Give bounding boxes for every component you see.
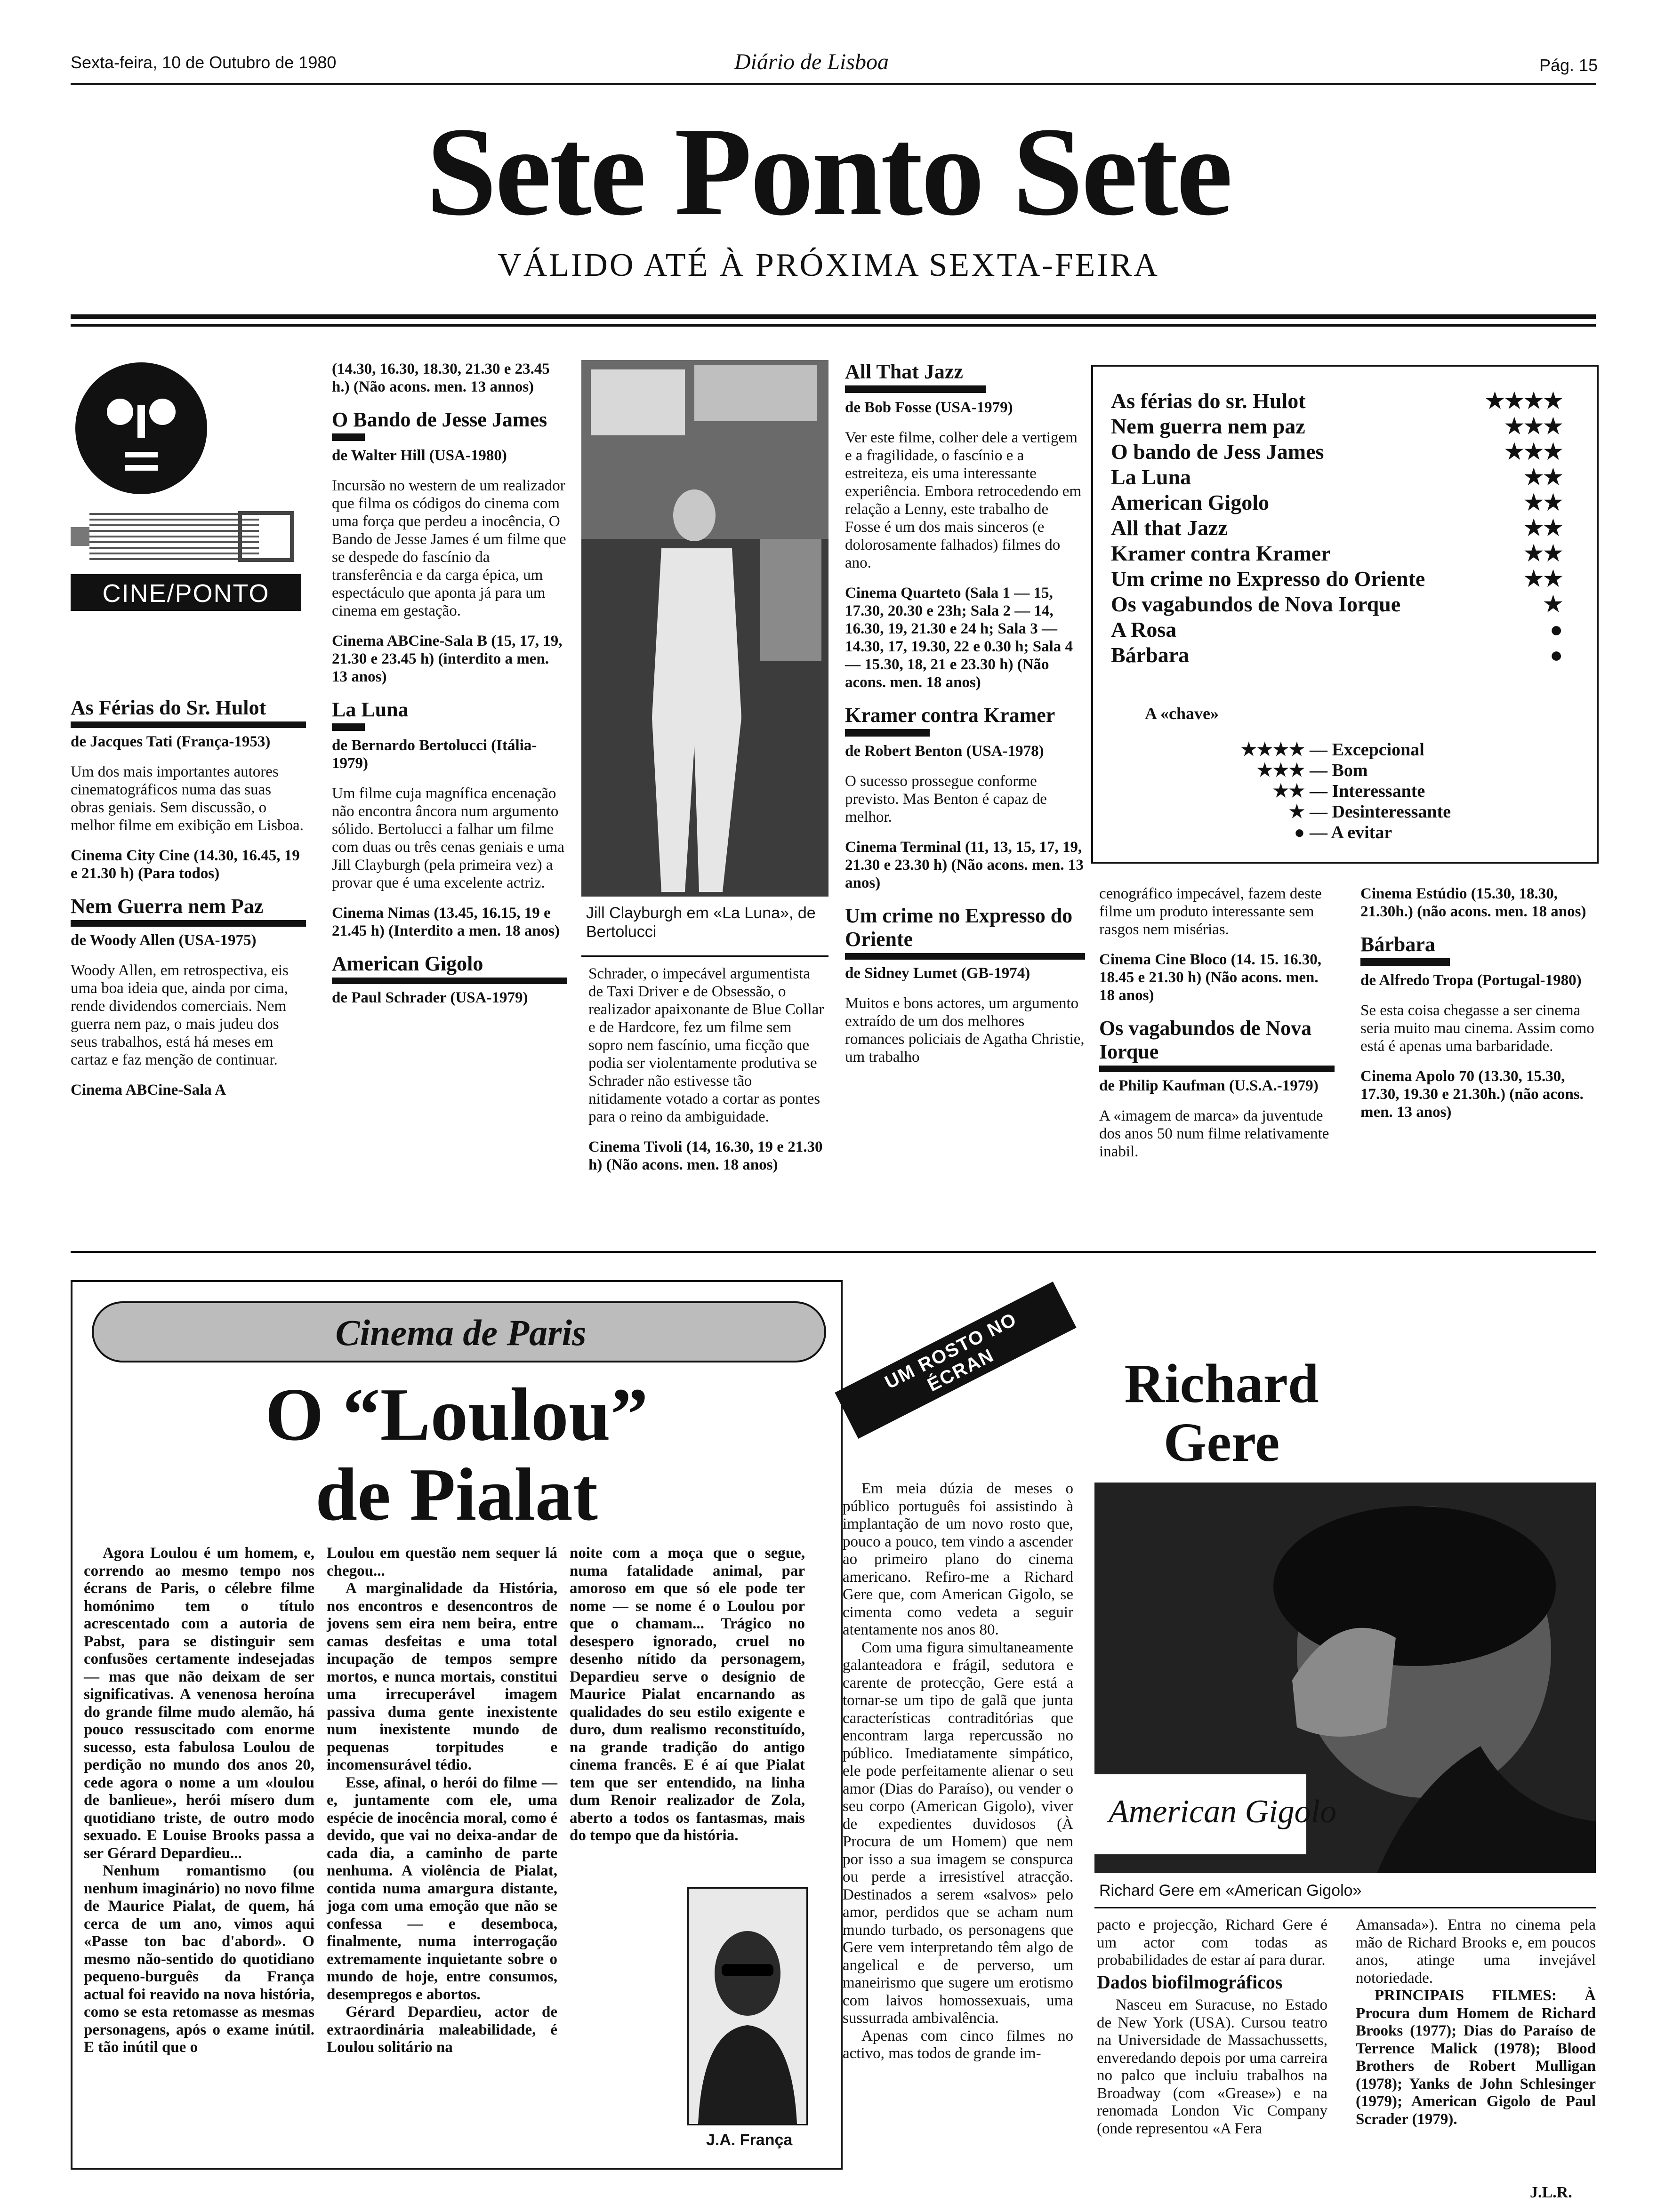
key-label: — Excepcional [1310,740,1424,760]
double-rule-bottom [71,324,1596,327]
rating-row [1111,566,1563,592]
gere-column-a [843,1480,1073,2063]
paris-text: Nenhum romantismo (ou nenhum imaginário) no novo filme de Maurice Pialat, de quem, há cerca de um ano, vimos aqui «Passe ton bac d'abord». O mesmo não-sentido do quotidiano pequeno-burguês da França actual foi reavido na nova história, como se esta retomasse as mesmas personagens, após o exame inútil. E tão inútil que o [84,1862,314,2056]
review-title-guerra: Nem Guerra nem Paz [71,895,264,918]
section-divider [71,1251,1596,1253]
title-underline [332,978,567,984]
title-underline [1099,1066,1335,1072]
review-credits-jesse: de Walter Hill (USA-1980) [332,447,507,464]
rating-mark: ★★ [1524,516,1563,540]
ratings-box [1091,365,1599,864]
key-label: — A evitar [1310,823,1392,842]
gere-title-2: Gere [1163,1411,1280,1473]
review-title-crime: Um crime no Expresso do Oriente [845,904,1073,951]
key-mark: ● [1294,823,1305,842]
review-cinema-jesse: Cinema ABCine-Sala B (15, 17, 19, 21.30 e 23.45 h) (interdito a men. 13 anos) [332,633,563,685]
rating-mark: ★★ [1524,465,1563,489]
double-rule-top [71,314,1596,319]
paris-column-a [84,1545,314,2057]
rating-row [1111,490,1563,515]
gere-text: Amansada»). Entra no cinema pela mão de Richard Brooks e, em poucos anos, atinge uma invejável notoriedade. [1356,1916,1596,1987]
paris-text: noite com a moça que o segue, numa fatalidade animal, par amoroso em que só ele pode ter nome — se nome é o Loulou por que o chamam... Trágico no desespero ignorado, cruel no desenho nítido da personagem, Depardieu serve o desígnio de Maurice Pialat encarnando as qualidades do seu estilo exigente e duro, dum realismo reconstituído, na grande tradição do antigo cinema francês. E é aí que Pialat tem que ser entendido, na linha dum Renoir realizador de Zola, aberto a todos os fantasmas, mais do tempo que da história. [570,1545,805,1844]
paris-text: Agora Loulou é um homem, e, correndo ao mesmo tempo nos écrans de Paris, o célebre filme homónimo tem o título acrescentado com a autoria de Pabst, para se distinguir sem confusões certamente indesejadas — mas que não deixam de ser significativas. A venenosa heroína do grande filme mudo alemão, há pouco ressuscitado com enorme sucesso, esta fabulosa Loulou de perdição no mundo dos anos 20, cede agora o nome a um «loulou de banlieue», herói mísero dum quotidiano triste, de outro modo sexuado. E Louise Brooks passa a ser Gérard Depardieu... [84,1545,314,1862]
photo-overlay-text: American Gigolo [1109,1794,1337,1830]
review-credits-vagabundos: de Philip Kaufman (U.S.A.-1979) [1099,1077,1319,1094]
paris-headline-1: O “Loulou” [265,1372,648,1456]
review-credits-gigolo: de Paul Schrader (USA-1979) [332,989,528,1006]
rating-mark: ★★ [1524,541,1563,565]
ratings-key-label: A «chave» [1145,704,1219,723]
rating-mark: ★★★ [1504,414,1563,438]
title-bar [1360,958,1450,966]
key-row [1215,781,1545,801]
cine-ponto-label: CINE/PONTO [102,579,270,608]
gere-banner-text: UM ROSTO NO ÉCRAN [881,1308,1021,1396]
review-credits-crime: de Sidney Lumet (GB-1974) [845,965,1030,982]
column-2 [332,360,567,1019]
title-underline [71,721,306,728]
author-portrait [687,1887,808,2125]
paris-banner-text: Cinema de Paris [335,1312,587,1353]
review-title-luna: La Luna [332,698,409,721]
review-cinema-vagabundos: Cinema Estúdio (15.30, 18.30, 21.30h.) (não acons. men. 18 anos) [1360,885,1586,920]
review-text-luna: Um filme cuja magnífica encenação não encontra âncora num argumento sólido. Bertolucci a falhar um filme com duas ou três cenas geniais e uma Jill Clayburgh (pela primeira vez) a provar que é uma excelente actriz. [332,785,564,891]
title-bar [332,433,365,441]
ratings-key [1215,739,1545,843]
gere-subhead: Dados biofilmográficos [1097,1971,1283,1993]
rating-title: As férias do sr. Hulot [1111,389,1306,413]
gere-text: Nasceu em Suracuse, no Estado de New York (USA). Cursou teatro na Universidade de Massachussetts, enveredando depois por uma carreira no palco que incluiu trabalhos na Broadway (com «Grease») e na renomada London Vic Company (onde representou «A Fera [1097,1996,1327,2137]
portrait-figure [689,1889,806,2124]
review-credits-luna: de Bernardo Bertolucci (Itália-1979) [332,737,537,772]
rating-row [1111,465,1563,490]
masthead-subtitle: VÁLIDO ATÉ À PRÓXIMA SEXTA-FEIRA [498,247,1159,283]
review-credits-kramer: de Robert Benton (USA-1978) [845,743,1044,760]
gere-column-b [1097,1916,1327,2138]
caption-rule [1094,1907,1596,1908]
review-text-jazz: Ver este filme, colher dele a vertigem e a fragilidade, o fascínio e a estreiteza, eis uma interessante experiência. Embora retrocedendo em relação a Lenny, este trabalho de Fosse é um dos mais sinceros (e dolorosamente falhados) filmes do ano. [845,429,1082,571]
gere-signature: J.L.R. [1530,2184,1572,2201]
masthead-title: Sete Ponto Sete [426,101,1231,242]
key-label: — Desinteressante [1310,802,1451,822]
paris-text: Gérard Depardieu, actor de extraordinária maleabilidade, é Loulou solitário na [327,2004,557,2056]
paris-text: Loulou em questão nem sequer lá chegou... [327,1545,557,1579]
gere-banner [835,1282,1076,1439]
column-5 [1099,885,1335,1173]
rating-row [1111,617,1563,642]
review-credits-hulot: de Jacques Tati (França-1953) [71,733,271,750]
page-number: Pág. 15 [1539,56,1598,75]
key-label: — Bom [1310,761,1368,780]
key-mark: ★★★ [1256,761,1305,780]
gere-title-1: Richard [1124,1353,1319,1414]
title-underline [845,953,1085,960]
review-cinema-hulot: Cinema City Cine (14.30, 16.45, 19 e 21.30 h) (Para todos) [71,847,300,882]
review-text-jesse: Incursão no western de um realizador que filma os códigos do cinema com uma força que perdeu a inocência, O Bando de Jesse James é um filme que se despede do fascínio da transferência e da carga épica, um espectáculo que aponta já para um cinema em gestação. [332,477,566,619]
review-credits-jazz: de Bob Fosse (USA-1979) [845,399,1013,416]
caption-rule [581,955,828,957]
rating-title: Os vagabundos de Nova Iorque [1111,592,1401,616]
rating-row [1111,439,1563,465]
cine-ponto-logo [71,358,306,621]
paris-banner [92,1301,826,1362]
title-bar [845,729,930,737]
rating-title: A Rosa [1111,617,1177,641]
rating-row [1111,642,1563,668]
gere-text: Apenas com cinco filmes no activo, mas todos de grande im- [843,2027,1073,2062]
gere-text: pacto e projecção, Richard Gere é um actor com todas as probabilidades de estar aí para durar. [1097,1916,1327,1969]
column-3 [588,965,826,1186]
newspaper-name: Diário de Lisboa [734,49,889,74]
review-cinema-jazz: Cinema Quarteto (Sala 1 — 15, 17.30, 20.30 e 23h; Sala 2 — 14, 16.30, 19, 21.30 e 24 h; Sala 3 — 14.30, 17, 19.30, 22 e 0.30 h; Sala 4 — 15.30, 18, 21 e 23.30 h) (Não acons. men. 18 anos) [845,585,1073,691]
review-cinema-gigolo: Cinema Tivoli (14, 16.30, 19 e 21.30 h) (Não acons. men. 18 anos) [588,1138,823,1173]
rating-row [1111,541,1563,566]
review-title-gigolo: American Gigolo [332,952,483,975]
review-cinema-barbara: Cinema Apolo 70 (13.30, 15.30, 17.30, 19.30 e 21.30h.) (não acons. men. 13 anos) [1360,1068,1584,1121]
key-row [1215,760,1545,781]
key-mark: ★ [1288,802,1305,822]
rating-title: O bando de Jess James [1111,440,1324,464]
paris-headline-2: de Pialat [315,1452,598,1536]
rating-title: American Gigolo [1111,490,1269,514]
rating-title: All that Jazz [1111,516,1228,540]
rating-title: Bárbara [1111,643,1190,667]
review-title-jesse: O Bando de Jesse James [332,408,547,431]
review-credits-guerra: de Woody Allen (USA-1975) [71,932,257,949]
review-cinema-kramer: Cinema Terminal (11, 13, 15, 17, 19, 21.30 e 23.30 h) (Não acons. men. 13 anos) [845,839,1084,891]
rating-mark: ★★★★ [1485,389,1563,413]
review-text-barbara: Se esta coisa chegasse a ser cinema seria muito mau cinema. Assim como está é apenas uma barbaridade. [1360,1002,1594,1055]
gere-photo [1094,1483,1596,1873]
review-text-hulot: Um dos mais importantes autores cinematográficos numa das suas obras geniais. Sem discussão, o melhor filme em exibição em Lisboa. [71,763,304,834]
paris-text: Esse, afinal, o herói do filme — e, juntamente com ele, uma espécie de inocência moral, como é devido, que vai no deixa-andar de cada dia, a caminho de parte nenhuma. A violência de Pialat, contida numa amargura distante, joga com uma emoção que não se confessa — e desemboca, finalmente, numa interrogação extremamente inquietante sobre o mundo de hoje, entre consumos, desempregos e abortos. [327,1774,557,2003]
gere-text: Em meia dúzia de meses o público português foi assistindo à implantação de um novo rosto que, pouco a pouco, tem vindo a ascender ao primeiro plano do cinema americano. Refiro-me a Richard Gere que, com American Gigolo, se cimenta como vedeta a seguir atentamente nos anos 80. [843,1480,1073,1638]
column-6 [1360,885,1596,1133]
rating-title: Nem guerra nem paz [1111,414,1305,438]
gere-column-c [1356,1916,1596,2128]
key-label: — Interessante [1310,781,1425,801]
rating-title: Um crime no Expresso do Oriente [1111,567,1425,591]
paris-text: A marginalidade da História, nos encontros e desencontros de jovens sem eira nem beira, entre camas desfeitas e uma total incupação de tempos sempre mortos, e nunca mortais, constitui uma irrecuperável imagem passiva duma gente inexistente num inexistente mundo de pequenas torpitudes e incomensurável tédio. [327,1580,557,1773]
title-bar [845,385,986,393]
review-text-vagabundos: A «imagem de marca» da juventude dos anos 50 num filme relativamente inabil. [1099,1107,1329,1160]
rating-row [1111,414,1563,439]
review-text-guerra: Woody Allen, em retrospectiva, eis uma boa ideia que, ainda por cima, rende dividendos comerciais. Nem guerra nem paz, o mais judeu dos seus trabalhos, está há meses em cartaz e faz menção de continuar. [71,962,289,1068]
title-bar [332,723,365,731]
review-cinema-crime: Cinema Cine Bloco (14. 15. 16.30, 18.45 e 21.30 h) (Não acons. men. 18 anos) [1099,951,1322,1004]
column-4 [845,360,1085,1078]
rating-mark: ● [1550,617,1563,641]
paris-signature: J.A. França [706,2131,793,2149]
key-mark: ★★★★ [1240,740,1305,760]
la-luna-photo [581,360,828,897]
rating-row [1111,592,1563,617]
paris-column-c [570,1545,805,1845]
rating-mark: ★ [1543,592,1563,616]
review-title-kramer: Kramer contra Kramer [845,704,1055,727]
issue-date: Sexta-feira, 10 de Outubro de 1980 [71,53,337,72]
review-cinema-luna: Cinema Nimas (13.45, 16.15, 19 e 21.45 h) (Interdito a men. 18 anos) [332,905,560,939]
review-text-crime-cont: cenográfico impecável, fazem deste filme um produto interessante sem rasgos nem misérias. [1099,885,1322,938]
la-luna-caption: Jill Clayburgh em «La Luna», de Bertolucci [586,904,816,941]
rating-mark: ★★ [1524,490,1563,514]
review-title-hulot: As Férias do Sr. Hulot [71,696,266,719]
review-title-vagabundos: Os vagabundos de Nova Iorque [1099,1017,1312,1063]
review-title-barbara: Bárbara [1360,933,1435,956]
key-row [1215,822,1545,843]
key-row [1215,739,1545,760]
review-cinema-guerra: Cinema ABCine-Sala A [71,1082,226,1098]
rating-mark: ★★★ [1504,440,1563,464]
key-mark: ★★ [1272,781,1305,801]
ratings-list [1111,388,1563,668]
review-text-crime: Muitos e bons actores, um argumento extraído de um dos melhores romances policiais de Agatha Christie, um trabalho [845,995,1085,1066]
rating-row [1111,515,1563,541]
gere-filmography: PRINCIPAIS FILMES: À Procura dum Homem de Richard Brooks (1977); Dias do Paraíso de Terrence Malick (1978); Blood Brothers de Robert Mulligan (1978); Yanks de John Schlesinger (1979); American Gigolo de Paul Scrader (1979). [1356,1987,1596,2128]
rating-title: Kramer contra Kramer [1111,541,1331,565]
header-rule [71,83,1596,85]
sessions-continued: (14.30, 16.30, 18.30, 21.30 e 23.45 h.) (Não acons. men. 13 annos) [332,361,550,395]
review-text-gigolo: Schrader, o impecável argumentista de Taxi Driver e de Obsessão, o realizador apaixonante de Blue Collar e de Hardcore, fez um filme sem sopro nem fascínio, uma ficção que podia ser violentamente produtiva se Schrader não estivesse tão nitidamente votado a cortar as pontes para o reino da ambiguidade. [588,965,824,1125]
gere-photo-caption: Richard Gere em «American Gigolo» [1099,1882,1362,1899]
paris-column-b [327,1545,557,2057]
rating-mark: ● [1550,643,1563,667]
gere-text: Com uma figura simultaneamente galanteadora e frágil, sedutora e carente de protecção, Gere está a tornar-se um tipo de galã que junta características contraditórias que encontram larga repercussão no público. Imediatamente simpático, ele pode perfeitamente alienar o seu amor (Dias do Paraíso), ou vender o seu corpo (American Gigolo), viver de expedientes duvidosos (À Procura de um Homem) que nem por isso a sua imagem se conspurca ou perde a irresistível atracção. Destinados a serem «salvos» pelo amor, perdidos que se acham num mundo turbado, os personagens que Gere vem interpretando têm algo de angelical e de perverso, um maneirismo que sugere um erotismo com laivos homossexuais, uma sussurrada ambivalência. [843,1639,1073,2027]
review-credits-barbara: de Alfredo Tropa (Portugal-1980) [1360,972,1582,989]
rating-title: La Luna [1111,465,1191,489]
key-row [1215,801,1545,822]
rating-row [1111,388,1563,414]
review-title-jazz: All That Jazz [845,360,963,383]
photo-figure [581,360,828,897]
review-text-kramer: O sucesso prossegue conforme previsto. Mas Benton é capaz de melhor. [845,773,1047,825]
rating-mark: ★★ [1524,567,1563,591]
column-1 [71,689,306,1111]
title-underline [71,920,306,927]
